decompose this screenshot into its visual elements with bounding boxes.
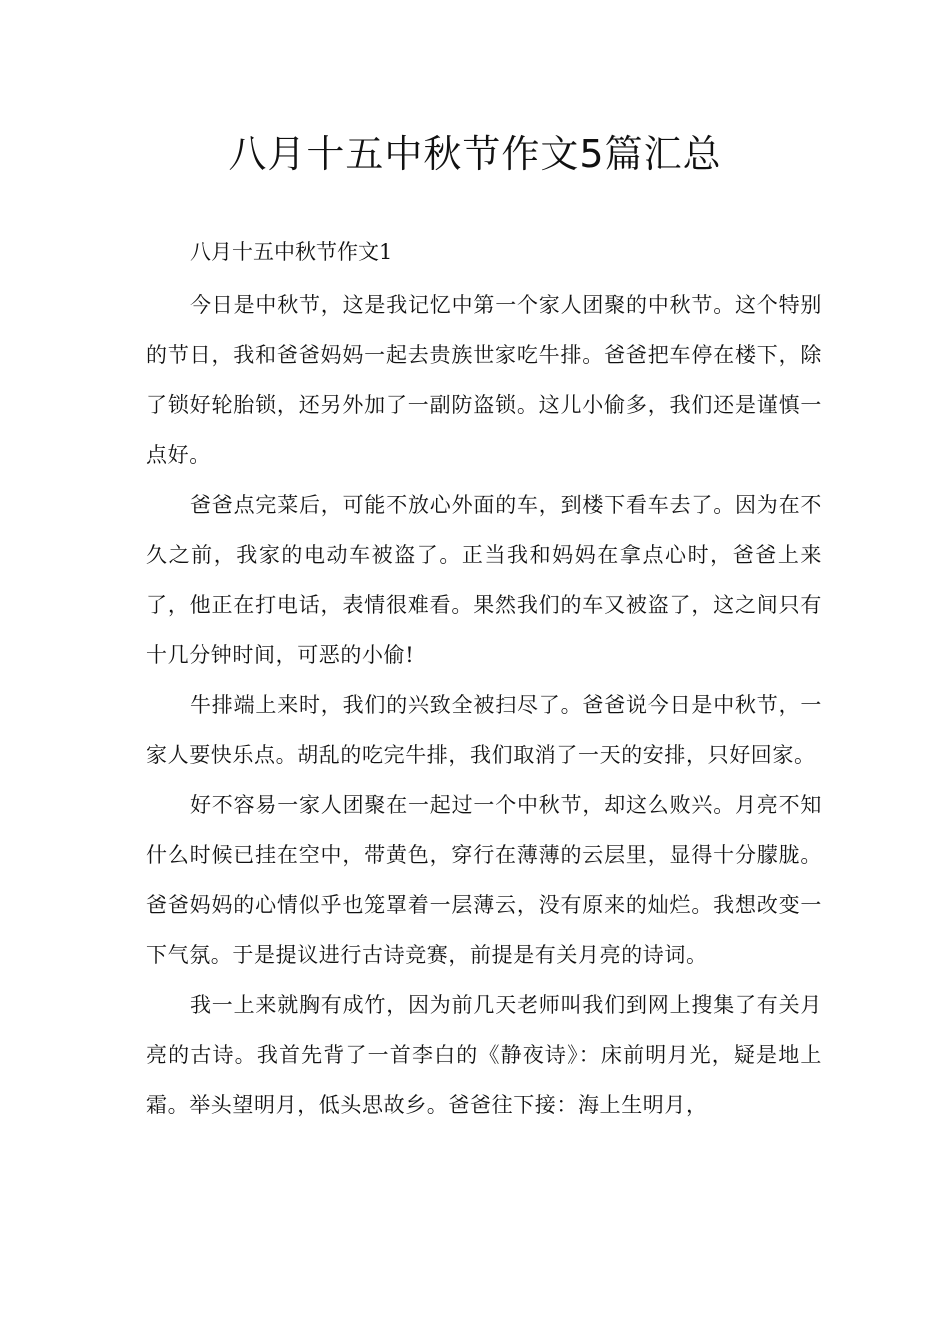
paragraph-2: 爸爸点完菜后，可能不放心外面的车，到楼下看车去了。因为在不久之前，我家的电动车被盗了。正当我和妈妈在拿点心时，爸爸上来了，他正在打电话，表情很难看。果然我们的车又被盗了，这之间只有十几分钟时间，可恶的小偷! xyxy=(146,493,822,667)
essay-body xyxy=(146,280,822,1130)
document-title: 八月十五中秋节作文5篇汇总 xyxy=(228,132,722,176)
paragraph-1: 今日是中秋节，这是我记忆中第一个家人团聚的中秋节。这个特别的节日，我和爸爸妈妈一起去贵族世家吃牛排。爸爸把车停在楼下，除了锁好轮胎锁，还另外加了一副防盗锁。这儿小偷多，我们还是谨慎一点好。 xyxy=(146,293,822,467)
paragraph-5: 我一上来就胸有成竹，因为前几天老师叫我们到网上搜集了有关月亮的古诗。我首先背了一首李白的《静夜诗》：床前明月光，疑是地上霜。举头望明月，低头思故乡。爸爸往下接：海上生明月， xyxy=(146,993,822,1117)
paragraph-4: 好不容易一家人团聚在一起过一个中秋节，却这么败兴。月亮不知什么时候已挂在空中，带黄色，穿行在薄薄的云层里，显得十分朦胧。爸爸妈妈的心情似乎也笼罩着一层薄云，没有原来的灿烂。我想改变一下气氛。于是提议进行古诗竞赛，前提是有关月亮的诗词。 xyxy=(146,793,822,967)
paragraph-3: 牛排端上来时，我们的兴致全被扫尽了。爸爸说今日是中秋节，一家人要快乐点。胡乱的吃完牛排，我们取消了一天的安排，只好回家。 xyxy=(146,693,822,767)
section-heading: 八月十五中秋节作文1 xyxy=(190,240,393,264)
